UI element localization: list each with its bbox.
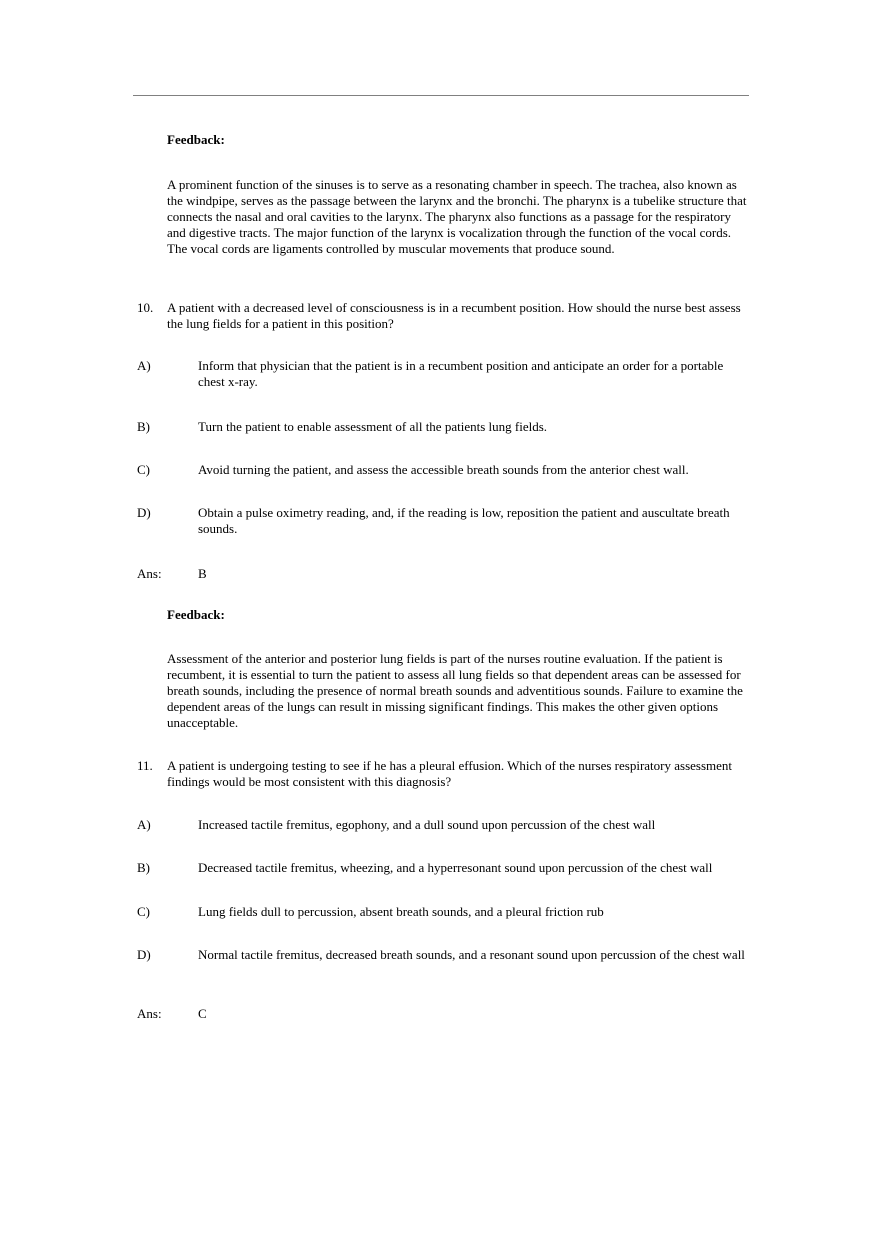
feedback-text: A prominent function of the sinuses is to serve as a resonating chamber in speech. The trachea, also known as the windpipe, serves as the passage between the larynx and the bronchi. The pharynx is a tubelike structure that connects the nasal and oral cavities to the larynx. The pharynx also functions as a passage for the respiratory and digestive tracts. The major function of the larynx is vocalization through the function of the vocal cords. The vocal cords are ligaments controlled by muscular movements that produce sound. bbox=[167, 177, 747, 256]
question-number: 11. bbox=[137, 758, 153, 773]
option-letter-c: C) bbox=[137, 462, 150, 477]
feedback-text: Assessment of the anterior and posterior lung fields is part of the nurses routine evaluation. If the patient is recumbent, it is essential to turn the patient to assess all lung fields so that dependent areas can be assessed for breath sounds, including the presence of normal breath sounds and adventitious sounds. Failure to examine the dependent areas of the lungs can result in missing significant findings. This makes the other given options unacceptable. bbox=[167, 651, 743, 730]
question-number: 10. bbox=[137, 300, 154, 315]
header-rule bbox=[133, 95, 749, 96]
question-text: A patient with a decreased level of consciousness is in a recumbent position. How should the nurse best assess the lung fields for a patient in this position? bbox=[167, 300, 741, 331]
option-text-b: Turn the patient to enable assessment of all the patients lung fields. bbox=[198, 419, 548, 434]
option-text-c: Avoid turning the patient, and assess the accessible breath sounds from the anterior chest wall. bbox=[198, 462, 689, 477]
option-text-a: Increased tactile fremitus, egophony, and a dull sound upon percussion of the chest wall bbox=[198, 817, 656, 832]
option-letter-b: B) bbox=[137, 860, 150, 875]
option-letter-d: D) bbox=[137, 505, 151, 520]
answer-value: C bbox=[198, 1006, 207, 1021]
feedback-heading: Feedback: bbox=[167, 132, 225, 147]
option-text-c: Lung fields dull to percussion, absent breath sounds, and a pleural friction rub bbox=[198, 904, 604, 919]
option-letter-c: C) bbox=[137, 904, 150, 919]
question-text: A patient is undergoing testing to see if he has a pleural effusion. Which of the nurses respiratory assessment findings would be most consistent with this diagnosis? bbox=[167, 758, 733, 789]
feedback-heading: Feedback: bbox=[167, 607, 225, 622]
answer-value: B bbox=[198, 566, 207, 581]
option-letter-b: B) bbox=[137, 419, 150, 434]
option-text-b: Decreased tactile fremitus, wheezing, and a hyperresonant sound upon percussion of the chest wall bbox=[198, 860, 713, 875]
option-text-d: Normal tactile fremitus, decreased breath sounds, and a resonant sound upon percussion of the chest wall bbox=[198, 947, 745, 962]
option-text-a: Inform that physician that the patient is in a recumbent position and anticipate an order for a portable chest x-ray. bbox=[198, 358, 724, 389]
option-letter-a: A) bbox=[137, 817, 151, 832]
answer-label: Ans: bbox=[137, 566, 162, 581]
option-text-d: Obtain a pulse oximetry reading, and, if the reading is low, reposition the patient and auscultate breath sounds. bbox=[198, 505, 730, 536]
option-letter-a: A) bbox=[137, 358, 151, 373]
answer-label: Ans: bbox=[137, 1006, 162, 1021]
option-letter-d: D) bbox=[137, 947, 151, 962]
